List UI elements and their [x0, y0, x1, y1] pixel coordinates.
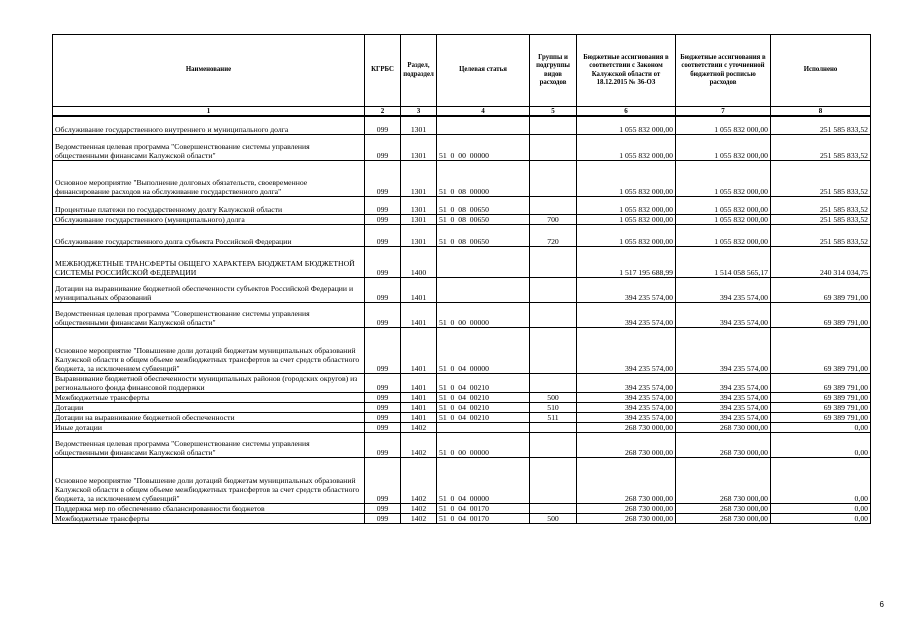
row-name: Основное мероприятие "Выполнение долговых обязательств, своевременное финансирование расходов на обслуживание государственного долга" [53, 160, 365, 196]
row-name: Процентные платежи по государственному долгу Калужской области [53, 196, 365, 214]
row-name: МЕЖБЮДЖЕТНЫЕ ТРАНСФЕРТЫ ОБЩЕГО ХАРАКТЕРА БЮДЖЕТАМ БЮДЖЕТНОЙ СИСТЕМЫ РОССИЙСКОЙ ФЕДЕРАЦИИ [53, 246, 365, 277]
row-name: Ведомственная целевая программа "Совершенствование системы управления общественными финансами Калужской области" [53, 432, 365, 457]
row-refined-amount: 1 055 832 000,00 [676, 134, 771, 160]
row-refined-amount: 1 055 832 000,00 [676, 224, 771, 246]
table-row [53, 224, 871, 246]
table-row [53, 412, 871, 422]
row-section: 1401 [401, 373, 437, 392]
row-executed-amount: 69 389 791,00 [771, 302, 871, 327]
row-executed-amount: 240 314 034,75 [771, 246, 871, 277]
row-expense-type [530, 422, 577, 432]
row-refined-amount: 268 730 000,00 [676, 422, 771, 432]
row-name: Основное мероприятие "Повышение доли дотаций бюджетам муниципальных образований Калужской области в общем объеме межбюджетных трансфертов за счет средств областного бюджета, за исключением субвенций" [53, 327, 365, 373]
column-number: 1 [53, 107, 365, 117]
row-refined-amount: 1 055 832 000,00 [676, 214, 771, 224]
table-body [53, 116, 871, 523]
row-expense-type [530, 116, 577, 134]
column-number-row [53, 107, 871, 117]
page-number: 6 [879, 600, 884, 609]
row-law-amount: 1 055 832 000,00 [577, 224, 676, 246]
row-law-amount: 268 730 000,00 [577, 432, 676, 457]
table-row [53, 432, 871, 457]
row-target: 51 0 04 00000 [437, 327, 530, 373]
row-section: 1402 [401, 457, 437, 503]
row-name: Дотации [53, 402, 365, 412]
row-target: 51 0 04 00170 [437, 503, 530, 513]
table-row [53, 402, 871, 412]
row-kgrbs: 099 [365, 116, 401, 134]
row-kgrbs: 099 [365, 224, 401, 246]
row-executed-amount: 0,00 [771, 422, 871, 432]
table-row [53, 503, 871, 513]
row-expense-type [530, 246, 577, 277]
row-executed-amount: 0,00 [771, 513, 871, 523]
header-name: Наименование [53, 35, 365, 107]
row-refined-amount: 1 055 832 000,00 [676, 196, 771, 214]
row-law-amount: 394 235 574,00 [577, 392, 676, 402]
row-law-amount: 268 730 000,00 [577, 457, 676, 503]
row-target: 51 0 04 00210 [437, 392, 530, 402]
row-section: 1402 [401, 422, 437, 432]
row-kgrbs: 099 [365, 134, 401, 160]
row-expense-type: 720 [530, 224, 577, 246]
header-law: Бюджетные ассигнования в соответствии с Законом Калужской области от 18.12.2015 № 36-ОЗ [577, 35, 676, 107]
row-kgrbs: 099 [365, 412, 401, 422]
row-expense-type [530, 160, 577, 196]
row-kgrbs: 099 [365, 302, 401, 327]
row-section: 1301 [401, 196, 437, 214]
row-kgrbs: 099 [365, 402, 401, 412]
row-target [437, 246, 530, 277]
header-executed: Исполнено [771, 35, 871, 107]
row-law-amount: 268 730 000,00 [577, 513, 676, 523]
row-executed-amount: 69 389 791,00 [771, 402, 871, 412]
row-expense-type: 700 [530, 214, 577, 224]
row-section: 1401 [401, 392, 437, 402]
row-expense-type [530, 277, 577, 302]
table-header [53, 35, 871, 117]
row-section: 1301 [401, 116, 437, 134]
row-refined-amount: 268 730 000,00 [676, 503, 771, 513]
row-kgrbs: 099 [365, 246, 401, 277]
row-section: 1401 [401, 412, 437, 422]
row-target: 51 0 08 00650 [437, 224, 530, 246]
row-law-amount: 394 235 574,00 [577, 302, 676, 327]
row-name: Обслуживание государственного долга субъекта Российской Федерации [53, 224, 365, 246]
table-row [53, 277, 871, 302]
row-kgrbs: 099 [365, 277, 401, 302]
row-law-amount: 1 055 832 000,00 [577, 116, 676, 134]
table-row [53, 246, 871, 277]
row-refined-amount: 394 235 574,00 [676, 392, 771, 402]
row-section: 1402 [401, 513, 437, 523]
table-row [53, 422, 871, 432]
row-target: 51 0 04 00210 [437, 373, 530, 392]
table-row [53, 513, 871, 523]
row-kgrbs: 099 [365, 392, 401, 402]
row-target: 51 0 04 00000 [437, 457, 530, 503]
row-executed-amount: 0,00 [771, 457, 871, 503]
row-refined-amount: 394 235 574,00 [676, 302, 771, 327]
row-law-amount: 1 055 832 000,00 [577, 134, 676, 160]
row-refined-amount: 394 235 574,00 [676, 402, 771, 412]
row-target: 51 0 08 00650 [437, 196, 530, 214]
row-target: 51 0 04 00210 [437, 412, 530, 422]
row-target: 51 0 08 00650 [437, 214, 530, 224]
row-law-amount: 1 517 195 688,99 [577, 246, 676, 277]
row-section: 1402 [401, 432, 437, 457]
row-expense-type: 511 [530, 412, 577, 422]
table-row [53, 134, 871, 160]
column-number: 3 [401, 107, 437, 117]
table-row [53, 327, 871, 373]
row-law-amount: 268 730 000,00 [577, 422, 676, 432]
row-refined-amount: 1 055 832 000,00 [676, 116, 771, 134]
row-section: 1301 [401, 160, 437, 196]
row-refined-amount: 1 514 058 565,17 [676, 246, 771, 277]
row-kgrbs: 099 [365, 422, 401, 432]
row-target: 51 0 04 00210 [437, 402, 530, 412]
row-kgrbs: 099 [365, 432, 401, 457]
row-expense-type [530, 327, 577, 373]
row-executed-amount: 251 585 833,52 [771, 196, 871, 214]
row-name: Ведомственная целевая программа "Совершенствование системы управления общественными финансами Калужской области" [53, 134, 365, 160]
row-section: 1301 [401, 214, 437, 224]
row-name: Основное мероприятие "Повышение доли дотаций бюджетам муниципальных образований Калужской области в общем объеме межбюджетных трансфертов за счет средств областного бюджета, за исключением субвенций" [53, 457, 365, 503]
row-target: 51 0 00 00000 [437, 432, 530, 457]
row-refined-amount: 1 055 832 000,00 [676, 160, 771, 196]
row-name: Межбюджетные трансферты [53, 513, 365, 523]
table-row [53, 302, 871, 327]
row-name: Обслуживание государственного внутреннего и муниципального долга [53, 116, 365, 134]
table-row [53, 196, 871, 214]
row-refined-amount: 394 235 574,00 [676, 277, 771, 302]
budget-table [52, 34, 871, 524]
row-target: 51 0 00 00000 [437, 134, 530, 160]
row-expense-type [530, 373, 577, 392]
row-target: 51 0 08 00000 [437, 160, 530, 196]
row-executed-amount: 69 389 791,00 [771, 392, 871, 402]
row-law-amount: 394 235 574,00 [577, 373, 676, 392]
row-kgrbs: 099 [365, 503, 401, 513]
row-expense-type [530, 196, 577, 214]
row-executed-amount: 69 389 791,00 [771, 277, 871, 302]
table-row [53, 116, 871, 134]
row-name: Обслуживание государственного (муниципального) долга [53, 214, 365, 224]
row-kgrbs: 099 [365, 196, 401, 214]
row-section: 1401 [401, 277, 437, 302]
row-name: Межбюджетные трансферты [53, 392, 365, 402]
row-law-amount: 1 055 832 000,00 [577, 214, 676, 224]
column-number: 5 [530, 107, 577, 117]
row-executed-amount: 251 585 833,52 [771, 160, 871, 196]
column-number: 4 [437, 107, 530, 117]
column-number: 6 [577, 107, 676, 117]
row-expense-type [530, 302, 577, 327]
row-expense-type: 500 [530, 392, 577, 402]
header-target: Целевая статья [437, 35, 530, 107]
table-row [53, 160, 871, 196]
row-name: Дотации на выравнивание бюджетной обеспеченности [53, 412, 365, 422]
row-name: Выравнивание бюджетной обеспеченности муниципальных районов (городских округов) из регионального фонда финансовой поддержки [53, 373, 365, 392]
row-executed-amount: 69 389 791,00 [771, 412, 871, 422]
row-section: 1401 [401, 327, 437, 373]
row-executed-amount: 0,00 [771, 503, 871, 513]
row-target: 51 0 00 00000 [437, 302, 530, 327]
column-number: 7 [676, 107, 771, 117]
row-target [437, 116, 530, 134]
row-refined-amount: 394 235 574,00 [676, 327, 771, 373]
row-law-amount: 1 055 832 000,00 [577, 160, 676, 196]
row-kgrbs: 099 [365, 457, 401, 503]
row-refined-amount: 268 730 000,00 [676, 457, 771, 503]
row-expense-type [530, 432, 577, 457]
header-groups: Группы и подгруппы видов расходов [530, 35, 577, 107]
column-number: 8 [771, 107, 871, 117]
table-row [53, 214, 871, 224]
row-section: 1402 [401, 503, 437, 513]
row-target: 51 0 04 00170 [437, 513, 530, 523]
header-section: Раздел, подраздел [401, 35, 437, 107]
row-kgrbs: 099 [365, 327, 401, 373]
row-executed-amount: 69 389 791,00 [771, 373, 871, 392]
row-expense-type: 510 [530, 402, 577, 412]
row-name: Поддержка мер по обеспечению сбалансированности бюджетов [53, 503, 365, 513]
row-name: Ведомственная целевая программа "Совершенствование системы управления общественными финансами Калужской области" [53, 302, 365, 327]
row-kgrbs: 099 [365, 373, 401, 392]
row-executed-amount: 251 585 833,52 [771, 134, 871, 160]
row-expense-type [530, 503, 577, 513]
row-executed-amount: 251 585 833,52 [771, 116, 871, 134]
row-law-amount: 394 235 574,00 [577, 277, 676, 302]
row-name: Дотации на выравнивание бюджетной обеспеченности субъектов Российской Федерации и муниципальных образований [53, 277, 365, 302]
row-law-amount: 394 235 574,00 [577, 402, 676, 412]
row-section: 1401 [401, 402, 437, 412]
row-law-amount: 394 235 574,00 [577, 327, 676, 373]
row-target [437, 277, 530, 302]
row-law-amount: 268 730 000,00 [577, 503, 676, 513]
row-executed-amount: 251 585 833,52 [771, 224, 871, 246]
row-law-amount: 394 235 574,00 [577, 412, 676, 422]
row-kgrbs: 099 [365, 214, 401, 224]
row-target [437, 422, 530, 432]
row-refined-amount: 268 730 000,00 [676, 432, 771, 457]
row-executed-amount: 0,00 [771, 432, 871, 457]
row-refined-amount: 268 730 000,00 [676, 513, 771, 523]
header-kgrbs: КГРБС [365, 35, 401, 107]
row-law-amount: 1 055 832 000,00 [577, 196, 676, 214]
table-row [53, 373, 871, 392]
row-expense-type [530, 457, 577, 503]
row-section: 1301 [401, 134, 437, 160]
row-name: Иные дотации [53, 422, 365, 432]
row-kgrbs: 099 [365, 513, 401, 523]
row-section: 1401 [401, 302, 437, 327]
table-row [53, 457, 871, 503]
row-refined-amount: 394 235 574,00 [676, 373, 771, 392]
row-kgrbs: 099 [365, 160, 401, 196]
row-refined-amount: 394 235 574,00 [676, 412, 771, 422]
row-executed-amount: 251 585 833,52 [771, 214, 871, 224]
row-section: 1400 [401, 246, 437, 277]
row-executed-amount: 69 389 791,00 [771, 327, 871, 373]
column-number: 2 [365, 107, 401, 117]
header-refined: Бюджетные ассигнования в соответствии с уточненной бюджетной росписью расходов [676, 35, 771, 107]
row-expense-type [530, 134, 577, 160]
table-row [53, 392, 871, 402]
row-expense-type: 500 [530, 513, 577, 523]
row-section: 1301 [401, 224, 437, 246]
